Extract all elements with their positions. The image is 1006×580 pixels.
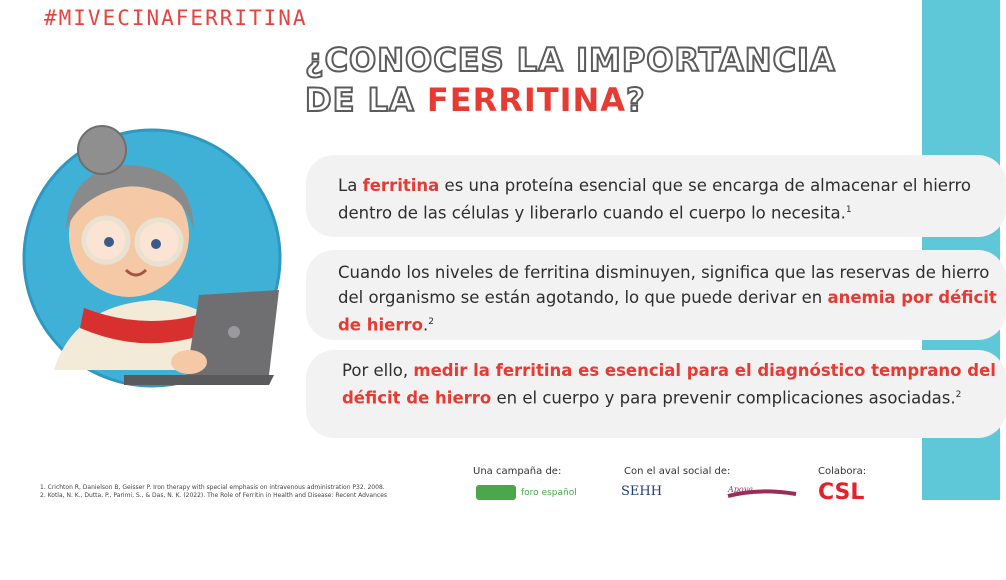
hashtag: #MIVECINAFERRITINA xyxy=(44,6,308,30)
campaign-label: Una campaña de: xyxy=(473,466,562,477)
reference-1: 1. Crichton R, Danielson B, Geisser P. Iron therapy with special emphasis on intravenous administration P32. 2008. xyxy=(40,484,385,491)
foro-espanol-logo xyxy=(476,483,577,504)
sehh-text: SEHH xyxy=(621,484,663,499)
references xyxy=(40,484,440,500)
info-card-1-text xyxy=(338,173,1006,226)
card-text: Por ello, xyxy=(342,361,414,380)
card-text: en el cuerpo y para prevenir complicaciones asociadas. xyxy=(491,388,956,408)
csl-logo: CSL xyxy=(818,480,865,505)
headline xyxy=(305,40,836,120)
card-citation: 2 xyxy=(428,317,434,327)
card-highlight: medir la ferritina es esencial para el diagnóstico temprano del déficit de hierro xyxy=(342,361,996,408)
info-card-1 xyxy=(306,155,1006,237)
headline-prefix: DE LA xyxy=(305,81,427,119)
card-citation: 2 xyxy=(955,390,962,400)
headline-suffix: ? xyxy=(626,81,646,119)
sehh-logo xyxy=(621,484,662,499)
info-card-2 xyxy=(306,250,1006,340)
card-highlight: ferritina xyxy=(362,176,440,195)
info-card-3 xyxy=(306,350,1006,438)
grandmother-laptop-illustration xyxy=(14,120,304,410)
reference-2: 2. Kotla, N. K., Dutta, P., Parimi, S., & Das, N. K. (2022). The Role of Ferritin in Health and Disease: Recent Advances xyxy=(40,492,388,499)
apoya-text: Apoya xyxy=(728,485,754,494)
colabora-label: Colabora: xyxy=(818,466,867,477)
headline-accent: FERRITINA xyxy=(426,81,627,119)
headline-line2 xyxy=(305,80,836,120)
card-text: La xyxy=(338,176,363,195)
card-text: Cuando los niveles de ferritina disminuyen, significa que las reservas de hierro del organismo se están agotando, lo que puede derivar en xyxy=(338,263,990,307)
info-card-2-text xyxy=(338,260,1006,338)
card-highlight: anemia por déficit de hierro xyxy=(338,288,997,335)
card-text: es una proteína esencial que se encarga de almacenar el hierro dentro de las células y liberarlo cuando el cuerpo lo necesita. xyxy=(338,176,971,223)
aval-label: Con el aval social de: xyxy=(624,466,731,477)
foro-espanol-text: foro español xyxy=(521,488,577,498)
card-citation: 1 xyxy=(845,205,852,215)
card-text: . xyxy=(422,315,429,335)
info-card-3-text xyxy=(342,358,1006,411)
headline-line1: ¿CONOCES LA IMPORTANCIA xyxy=(305,41,836,79)
apoya-logo xyxy=(728,484,798,504)
